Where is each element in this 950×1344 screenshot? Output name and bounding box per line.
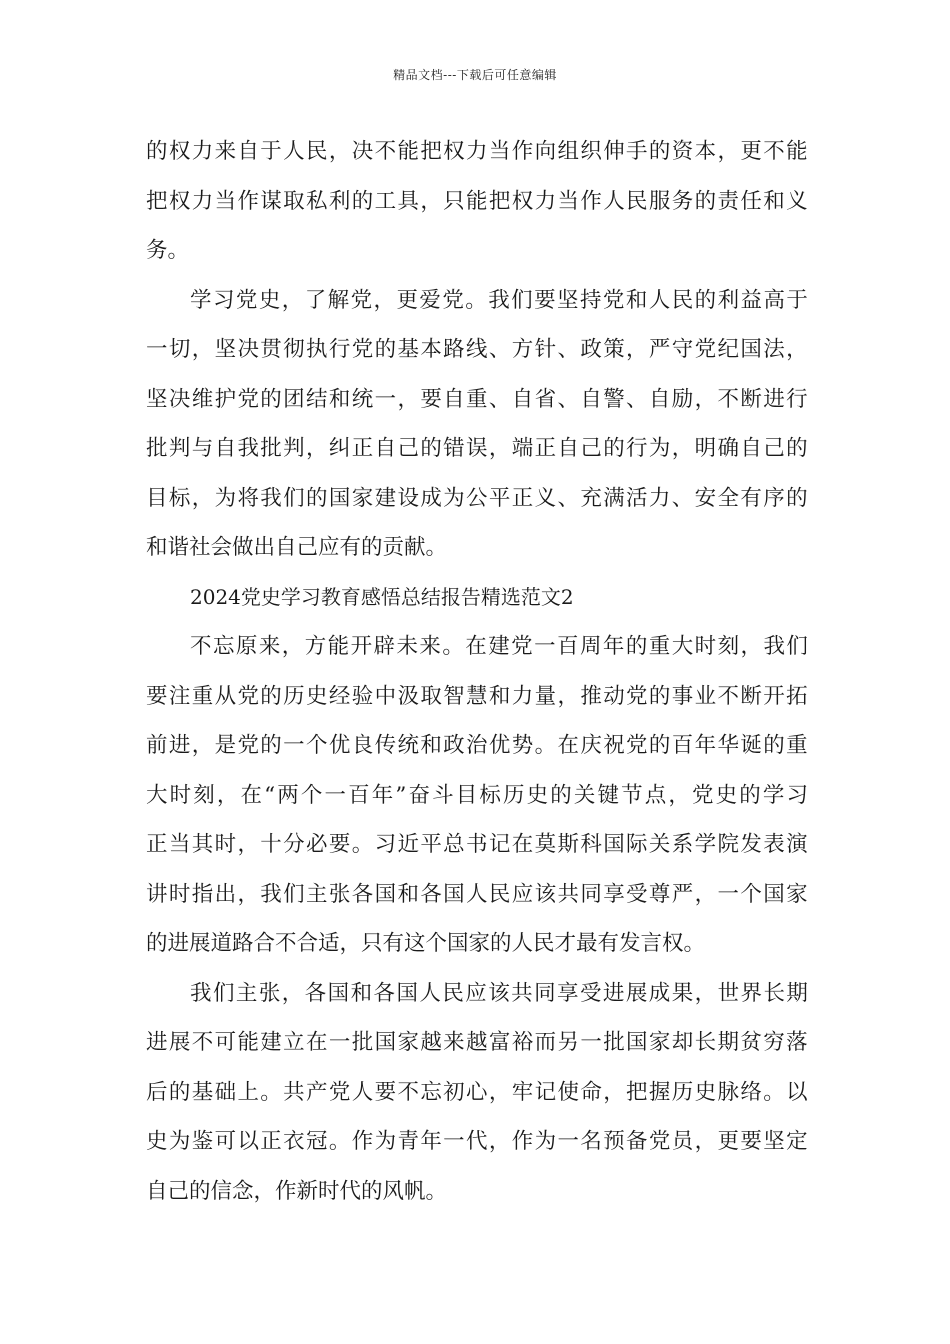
text-line: 坚 决 维 护 党 的 团 结 和 统 一 ， 要 自 重 、 自 省 、 自 警 、 自 励 ， 不 断 进 行 xyxy=(146,386,808,412)
text-line: 学 习 党 史 ， 了 解 党 ， 更 爱 党 。 我 们 要 坚 持 党 和 人 民 的 利 益 高 于 xyxy=(190,287,808,313)
text-line: 务。 xyxy=(146,238,190,263)
text-line: 批 判 与 自 我 批 判 ， 纠 正 自 己 的 错 误 ， 端 正 自 己 的 行 为 ， 明 确 自 己 的 xyxy=(146,436,808,461)
text-line: 的 权 力 来 自 于 人 民 ， 决 不 能 把 权 力 当 作 向 组 织 伸 手 的 资 本 ， 更 不 能 xyxy=(146,139,808,164)
text-line: 自己的信念，作新时代的风帆。 xyxy=(146,1178,448,1204)
text-line: 大 时 刻 ， 在 “ 两 个 一 百 年 ” 奋 斗 目 标 历 史 的 关 键 节 点 ， 党 史 的 学 习 xyxy=(146,782,808,808)
text-line: 前 进 ， 是 党 的 一 个 优 良 传 统 和 政 治 优 势 。 在 庆 祝 党 的 百 年 华 诞 的 重 xyxy=(146,733,808,758)
text-line: 一 切 ， 坚 决 贯 彻 执 行 党 的 基 本 路 线 、 方 针 、 政 策 ， 严 守 党 纪 国 法 ， xyxy=(146,337,808,362)
text-line: 进 展 不 可 能 建 立 在 一 批 国 家 越 来 越 富 裕 而 另 一 批 国 家 却 长 期 贫 穷 落 xyxy=(146,1030,808,1055)
text-line: 的进展道路合不合适，只有这个国家的人民才最有发言权。 xyxy=(146,931,706,956)
text-line: 正 当 其 时 ， 十 分 必 要 。 习 近 平 总 书 记 在 莫 斯 科 国 际 关 系 学 院 发 表 演 xyxy=(146,832,808,857)
text-line: 不 忘 原 来 ， 方 能 开 辟 未 来 。 在 建 党 一 百 周 年 的 重 大 时 刻 ， 我 们 xyxy=(190,634,808,659)
text-line: 2024党史学习教育感悟总结报告精选范文2 xyxy=(190,584,574,609)
body-text xyxy=(146,127,808,1216)
text-line: 史 为 鉴 可 以 正 衣 冠 。 作 为 青 年 一 代 ， 作 为 一 名 预 备 党 员 ， 更 要 坚 定 xyxy=(146,1129,808,1154)
text-line: 和谐社会做出自己应有的贡献。 xyxy=(146,535,448,560)
page-header: 精品文档---下载后可任意编辑 xyxy=(393,68,557,82)
text-line: 把 权 力 当 作 谋 取 私 利 的 工 具 ， 只 能 把 权 力 当 作 人 民 服 务 的 责 任 和 义 xyxy=(146,188,808,214)
text-line: 后 的 基 础 上 。 共 产 党 人 要 不 忘 初 心 ， 牢 记 使 命 ， 把 握 历 史 脉 络 。 以 xyxy=(146,1079,808,1105)
text-line: 讲 时 指 出 ， 我 们 主 张 各 国 和 各 国 人 民 应 该 共 同 享 受 尊 严 ， 一 个 国 家 xyxy=(146,881,808,907)
text-line: 目 标 ， 为 将 我 们 的 国 家 建 设 成 为 公 平 正 义 、 充 满 活 力 、 安 全 有 序 的 xyxy=(146,485,808,511)
text-line: 我 们 主 张 ， 各 国 和 各 国 人 民 应 该 共 同 享 受 进 展 成 果 ， 世 界 长 期 xyxy=(190,980,808,1006)
text-line: 要 注 重 从 党 的 历 史 经 验 中 汲 取 智 慧 和 力 量 ， 推 动 党 的 事 业 不 断 开 拓 xyxy=(146,683,808,709)
